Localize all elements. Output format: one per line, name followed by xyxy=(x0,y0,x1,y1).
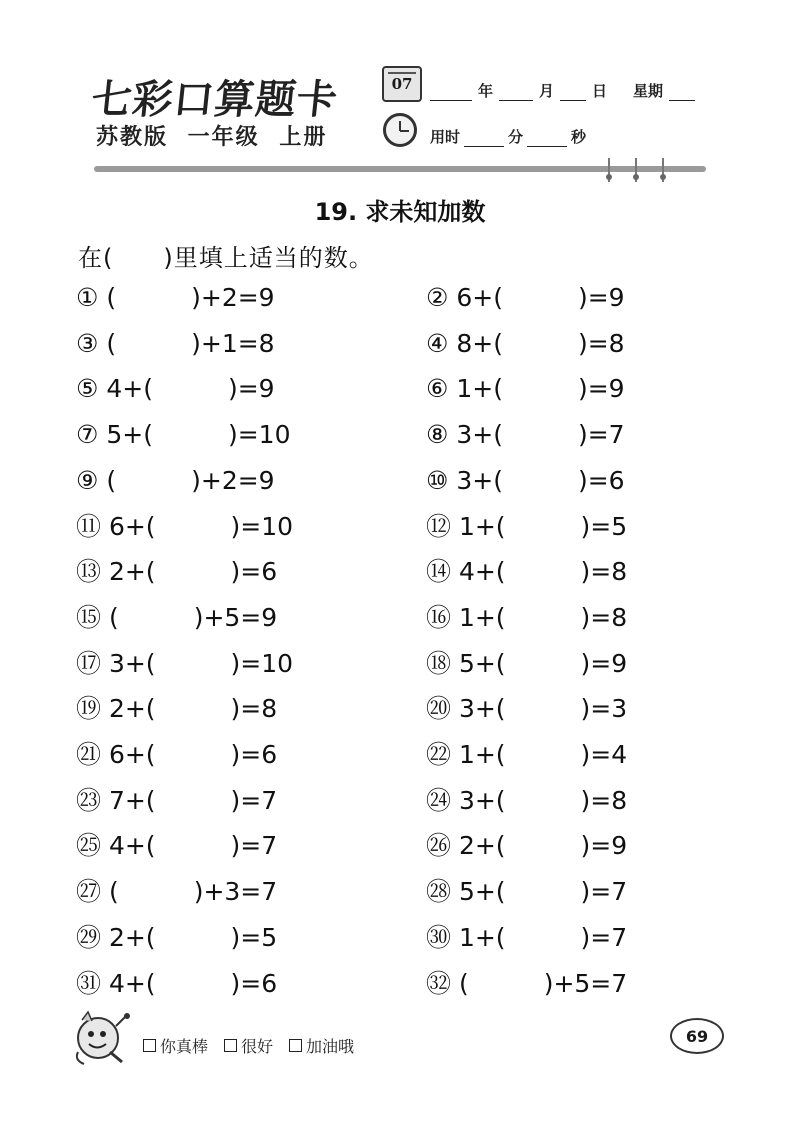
problem-item: ㉚ 1+( )=7 xyxy=(426,922,628,952)
problem-item: ⑮ ( )+5=9 xyxy=(76,602,278,632)
second-blank[interactable] xyxy=(527,130,567,147)
used-time-label: 用时 xyxy=(430,128,461,146)
month-label: 月 xyxy=(539,82,555,100)
problem-item: ㉕ 4+( )=7 xyxy=(76,831,278,861)
problem-item: ⑰ 3+( )=10 xyxy=(76,648,294,678)
checkbox-icon[interactable] xyxy=(224,1039,237,1052)
page-number-text: 69 xyxy=(685,1026,709,1046)
problem-item: ② 6+( )=9 xyxy=(426,283,625,312)
calendar-day: 07 xyxy=(391,75,413,93)
problem-item: ㉛ 4+( )=6 xyxy=(76,968,278,998)
problem-item: ㉒ 1+( )=4 xyxy=(426,740,628,769)
problem-item: ㉑ 6+( )=6 xyxy=(76,740,278,769)
rating-label: 加油哦 xyxy=(306,1037,355,1056)
calendar-icon xyxy=(382,66,422,102)
rating-option-great[interactable] xyxy=(143,1034,208,1057)
weekday-label: 星期 xyxy=(633,82,664,100)
problem-item: ⑦ 5+( )=10 xyxy=(76,420,291,450)
bead-decoration xyxy=(660,158,666,182)
problem-item: ㉓ 7+( )=7 xyxy=(76,785,278,815)
date-fields xyxy=(430,80,695,101)
problem-item: ⑯ 1+( )=8 xyxy=(426,602,628,632)
problem-item: ⑧ 3+( )=7 xyxy=(426,420,625,450)
checkbox-icon[interactable] xyxy=(289,1039,302,1052)
problem-item: ⑤ 4+( )=9 xyxy=(76,374,275,404)
problem-item: ⑥ 1+( )=9 xyxy=(426,374,625,404)
edition-label: 苏教版 一年级 上册 xyxy=(96,125,328,150)
problem-item: ㉗ ( )+3=7 xyxy=(76,877,278,907)
mascot-icon xyxy=(70,1008,134,1068)
bead-decoration xyxy=(633,158,639,182)
logo-title: 七彩口算题卡 xyxy=(89,76,341,123)
problem-item: ⑫ 1+( )=5 xyxy=(426,511,628,541)
page-number xyxy=(670,1018,724,1054)
problem-item: ⑭ 4+( )=8 xyxy=(426,557,628,587)
problem-item: ⑩ 3+( )=6 xyxy=(426,465,625,495)
clock-icon xyxy=(383,113,417,147)
rating-option-keep-going[interactable] xyxy=(289,1034,354,1057)
month-blank[interactable] xyxy=(499,84,533,101)
problem-item: ㉘ 5+( )=7 xyxy=(426,877,628,907)
rating-option-good[interactable] xyxy=(224,1034,273,1057)
problem-item: ⑱ 5+( )=9 xyxy=(426,648,628,678)
problem-item: ⑳ 3+( )=3 xyxy=(426,694,628,724)
time-fields xyxy=(430,126,586,147)
header-divider xyxy=(94,166,706,172)
problem-item: ⑪ 6+( )=10 xyxy=(76,511,294,541)
instruction-text: 在( )里填上适当的数。 xyxy=(78,244,374,272)
problem-item: ③ ( )+1=8 xyxy=(76,328,275,358)
problem-item: ⑨ ( )+2=9 xyxy=(76,465,275,495)
day-blank[interactable] xyxy=(560,84,586,101)
checkbox-icon[interactable] xyxy=(143,1039,156,1052)
day-label: 日 xyxy=(592,82,608,100)
minute-label: 分 xyxy=(508,128,524,146)
lesson-title: 19. 求未知加数 xyxy=(314,198,486,226)
year-label: 年 xyxy=(478,82,494,100)
weekday-blank[interactable] xyxy=(669,84,695,101)
rating-label: 你真棒 xyxy=(160,1037,209,1056)
problem-item: ④ 8+( )=8 xyxy=(426,328,625,358)
rating-label: 很好 xyxy=(241,1037,274,1056)
self-rating xyxy=(143,1034,354,1057)
year-blank[interactable] xyxy=(430,84,472,101)
problem-item: ① ( )+2=9 xyxy=(76,283,275,312)
minute-blank[interactable] xyxy=(464,130,504,147)
problem-item: ⑬ 2+( )=6 xyxy=(76,557,278,587)
second-label: 秒 xyxy=(571,128,587,146)
problem-item: ㉔ 3+( )=8 xyxy=(426,785,628,815)
bead-decoration xyxy=(606,158,612,182)
problem-item: ⑲ 2+( )=8 xyxy=(76,694,278,724)
problem-item: ㉖ 2+( )=9 xyxy=(426,831,628,861)
problem-item: ㉙ 2+( )=5 xyxy=(76,922,278,952)
problem-item: ㉜ ( )+5=7 xyxy=(426,968,628,998)
